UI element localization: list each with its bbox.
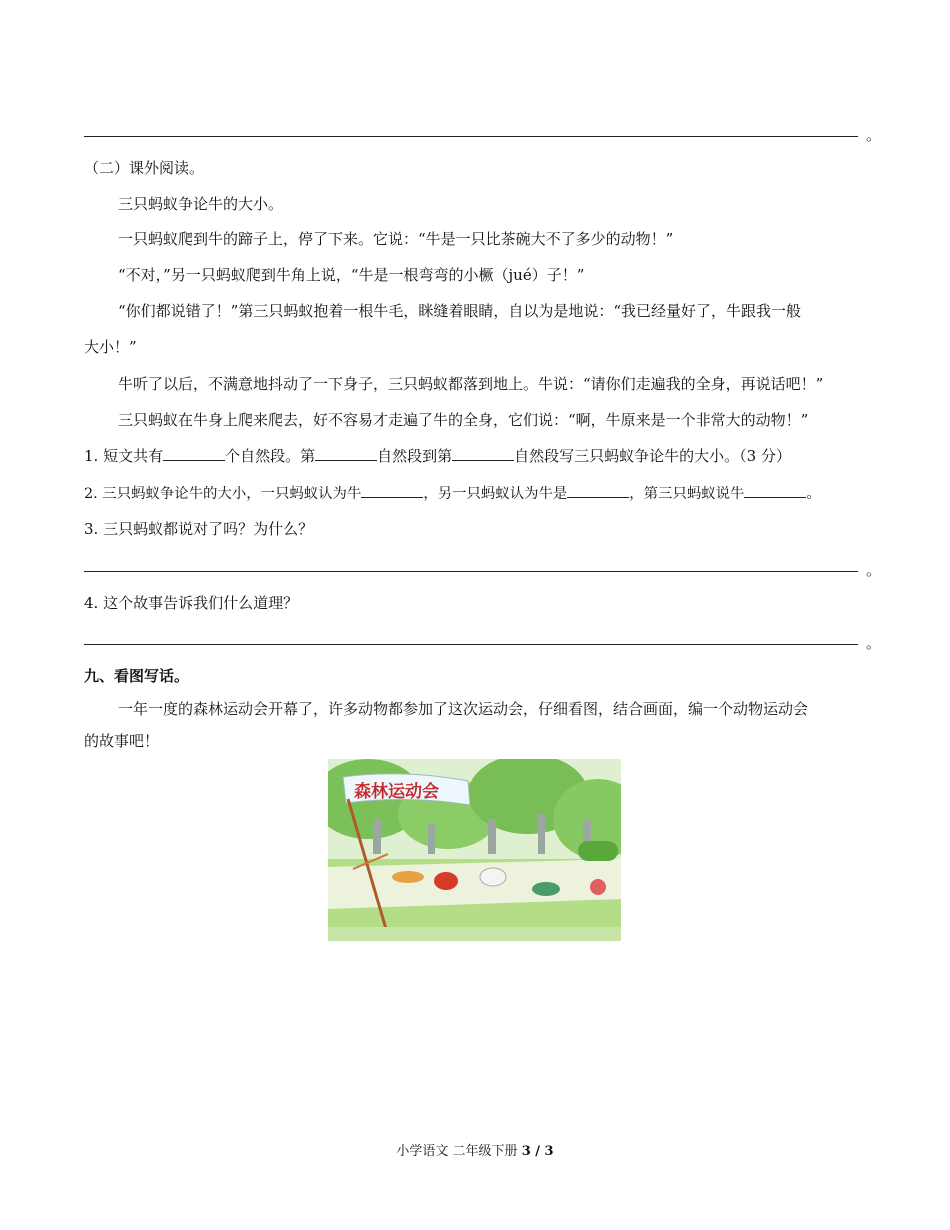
passage-paragraph-1: 一只蚂蚁爬到牛的蹄子上，停了下来。它说：“牛是一只比茶碗大不了多少的动物！” <box>118 230 674 248</box>
question-2-part-a: 2. 三只蚂蚁争论牛的大小，一只蚂蚁认为牛 <box>84 486 362 502</box>
question-2-part-b: ，另一只蚂蚁认为牛是 <box>423 486 568 502</box>
question-1-blank-2[interactable] <box>315 446 377 461</box>
passage-paragraph-3-cont: 大小！” <box>84 338 137 356</box>
grass-border <box>328 927 621 941</box>
passage-title: 三只蚂蚁争论牛的大小。 <box>118 195 284 213</box>
section-extracurricular-heading: （二）课外阅读。 <box>84 159 205 177</box>
squirrel-runner <box>434 872 458 890</box>
question-3: 3. 三只蚂蚁都说对了吗？为什么？ <box>84 520 314 538</box>
question-2 <box>84 483 821 504</box>
answer-line-end: 。 <box>866 126 882 144</box>
question-2-blank-2[interactable] <box>567 483 629 498</box>
question-1-blank-1[interactable] <box>163 446 225 461</box>
passage-paragraph-5: 三只蚂蚁在牛身上爬来爬去，好不容易才走遍了牛的全身，它们说：“啊，牛原来是一个非常大的动物！” <box>118 411 809 429</box>
passage-paragraph-3: “你们都说错了！”第三只蚂蚁抱着一根牛毛，眯缝着眼睛，自以为是地说：“我已经量好了，牛跟我一般 <box>118 302 802 320</box>
question-4: 4. 这个故事告诉我们什么道理？ <box>84 594 299 612</box>
question-1 <box>84 446 791 466</box>
forest-sports-meet-illustration <box>328 759 621 941</box>
page-number: 3 / 3 <box>521 1144 554 1159</box>
question-2-blank-3[interactable] <box>744 483 806 498</box>
question-2-part-d: 。 <box>806 486 821 502</box>
banner-text: 森林运动会 <box>354 782 439 802</box>
section-9-prompt: 一年一度的森林运动会开幕了，许多动物都参加了这次运动会，仔细看图，结合画面，编一个动物运动会 <box>118 700 809 718</box>
question-3-answer-end: 。 <box>866 561 882 579</box>
snail-runner <box>590 879 606 895</box>
answer-line[interactable] <box>84 136 858 137</box>
question-3-answer-line[interactable] <box>84 571 858 572</box>
question-1-part-c: 自然段到第 <box>377 447 453 465</box>
rabbit-runner <box>480 868 506 886</box>
section-9-heading: 九、看图写话。 <box>84 667 190 685</box>
footer-text: 小学语文 二年级下册 <box>396 1144 518 1159</box>
section-9-prompt-cont: 的故事吧！ <box>84 732 160 750</box>
question-2-part-c: ，第三只蚂蚁说牛 <box>629 486 745 502</box>
question-4-answer-line[interactable] <box>84 644 858 645</box>
question-1-part-b: 个自然段。第 <box>225 447 316 465</box>
question-4-answer-end: 。 <box>866 634 882 652</box>
question-1-blank-3[interactable] <box>452 446 514 461</box>
question-2-blank-1[interactable] <box>361 483 423 498</box>
turtle-runner <box>532 882 560 896</box>
bush <box>578 841 618 861</box>
banner <box>343 774 470 805</box>
question-1-part-a: 1. 短文共有 <box>84 447 164 465</box>
page-footer <box>0 1140 950 1159</box>
question-1-part-d: 自然段写三只蚂蚁争论牛的大小。（3 分） <box>514 447 791 465</box>
passage-paragraph-2: “不对，”另一只蚂蚁爬到牛角上说，“牛是一根弯弯的小橛（jué）子！” <box>118 266 585 284</box>
passage-paragraph-4: 牛听了以后，不满意地抖动了一下身子，三只蚂蚁都落到地上。牛说：“请你们走遍我的全身，再说话吧！” <box>118 375 824 393</box>
fox-runner <box>392 871 424 883</box>
